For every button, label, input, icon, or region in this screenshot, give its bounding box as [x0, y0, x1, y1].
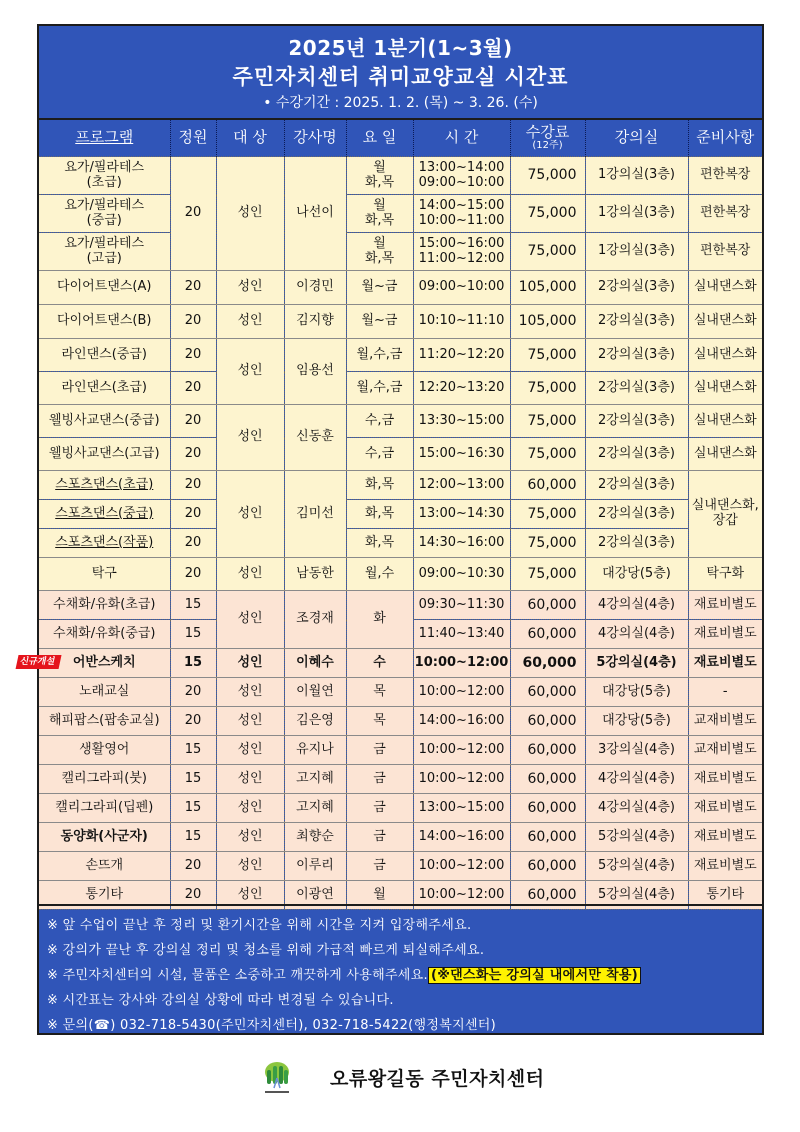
target-cell: 성인 — [216, 405, 284, 471]
room-cell: 4강의실(4층) — [585, 620, 688, 649]
time-cell: 13:00~14:30 — [413, 500, 510, 529]
fee-cell: 75,000 — [510, 157, 585, 195]
fee-cell: 75,000 — [510, 233, 585, 271]
prep-cell: 재료비별도 — [688, 765, 762, 794]
program-cell: 웰빙사교댄스(중급) — [39, 405, 170, 438]
table-row — [39, 233, 762, 271]
time-cell: 10:00~12:00 — [413, 736, 510, 765]
prep-cell: 재료비별도 — [688, 591, 762, 620]
title-block — [39, 26, 762, 118]
fee-cell: 60,000 — [510, 471, 585, 500]
capacity-cell: 20 — [170, 881, 216, 910]
capacity-cell: 15 — [170, 794, 216, 823]
time-cell: 14:00~16:00 — [413, 707, 510, 736]
capacity-cell: 20 — [170, 529, 216, 558]
fee-cell: 60,000 — [510, 678, 585, 707]
capacity-cell: 20 — [170, 372, 216, 405]
room-cell: 2강의실(3층) — [585, 305, 688, 339]
days-cell: 월,수,금 — [346, 339, 413, 372]
program-cell: 스포츠댄스(작품) — [39, 529, 170, 558]
room-cell: 1강의실(3층) — [585, 233, 688, 271]
target-cell: 성인 — [216, 736, 284, 765]
table-row — [39, 339, 762, 372]
days-cell: 화 — [346, 591, 413, 649]
fee-cell: 60,000 — [510, 794, 585, 823]
time-cell: 10:00~12:00 — [413, 649, 510, 678]
room-cell: 2강의실(3층) — [585, 271, 688, 305]
program-cell: 라인댄스(중급) — [39, 339, 170, 372]
target-cell: 성인 — [216, 591, 284, 649]
room-cell: 2강의실(3층) — [585, 529, 688, 558]
fee-cell: 75,000 — [510, 339, 585, 372]
table-row — [39, 736, 762, 765]
note-item: ※ 앞 수업이 끝난 후 정리 및 환기시간을 위해 시간을 지켜 입장해주세요. — [47, 918, 472, 933]
prep-cell: 실내댄스화 — [688, 372, 762, 405]
table-row — [39, 157, 762, 195]
instructor-cell: 이경민 — [284, 271, 346, 305]
table-row — [39, 678, 762, 707]
dance-shoe-highlight: (※댄스화는 강의실 내에서만 착용) — [428, 967, 641, 984]
program-cell: 다이어트댄스(B) — [39, 305, 170, 339]
note-item: ※ 주민자치센터의 시설, 물품은 소중하고 깨끗하게 사용해주세요. (※댄스화는 강의실 내에서만 착용) — [47, 964, 641, 983]
room-cell: 4강의실(4층) — [585, 765, 688, 794]
table-row — [39, 823, 762, 852]
organization-name: 오류왕길동 주민자치센터 — [330, 1068, 545, 1090]
fee-cell: 60,000 — [510, 649, 585, 678]
table-row — [39, 195, 762, 233]
target-cell: 성인 — [216, 823, 284, 852]
instructor-cell: 이광연 — [284, 881, 346, 910]
days-cell: 월~금 — [346, 305, 413, 339]
target-cell: 성인 — [216, 707, 284, 736]
capacity-cell: 20 — [170, 707, 216, 736]
instructor-cell: 김미선 — [284, 471, 346, 558]
prep-cell: 실내댄스화 — [688, 305, 762, 339]
room-cell: 5강의실(4층) — [585, 881, 688, 910]
program-cell: 통기타 — [39, 881, 170, 910]
schedule-table — [18, 120, 762, 910]
instructor-cell: 최향순 — [284, 823, 346, 852]
room-cell: 5강의실(4층) — [585, 852, 688, 881]
prep-cell: 탁구화 — [688, 558, 762, 591]
time-cell: 09:00~10:30 — [413, 558, 510, 591]
days-cell: 월 화,목 — [346, 195, 413, 233]
days-cell: 금 — [346, 794, 413, 823]
fee-cell: 75,000 — [510, 500, 585, 529]
fee-cell: 105,000 — [510, 305, 585, 339]
time-cell: 14:30~16:00 — [413, 529, 510, 558]
prep-cell: 실내댄스화 — [688, 339, 762, 372]
target-cell: 성인 — [216, 794, 284, 823]
days-cell: 목 — [346, 678, 413, 707]
capacity-cell: 20 — [170, 305, 216, 339]
fee-cell: 75,000 — [510, 405, 585, 438]
time-cell: 13:00~14:00 09:00~10:00 — [413, 157, 510, 195]
instructor-cell: 임용선 — [284, 339, 346, 405]
instructor-cell: 유지나 — [284, 736, 346, 765]
table-row — [39, 852, 762, 881]
col-time: 시 간 — [413, 120, 510, 157]
room-cell: 4강의실(4층) — [585, 591, 688, 620]
days-cell: 월 화,목 — [346, 233, 413, 271]
fee-cell: 60,000 — [510, 852, 585, 881]
fee-cell: 60,000 — [510, 707, 585, 736]
col-fee-sub: (12주) — [532, 139, 563, 151]
program-cell: 수채화/유화(초급) — [39, 591, 170, 620]
time-cell: 09:30~11:30 — [413, 591, 510, 620]
col-room: 강의실 — [585, 120, 688, 157]
program-cell: 노래교실 — [39, 678, 170, 707]
target-cell: 성인 — [216, 765, 284, 794]
days-cell: 화,목 — [346, 529, 413, 558]
time-cell: 15:00~16:30 — [413, 438, 510, 471]
prep-cell: 실내댄스화, 장갑 — [688, 471, 762, 558]
days-cell: 월,수 — [346, 558, 413, 591]
days-cell: 금 — [346, 823, 413, 852]
fee-cell: 75,000 — [510, 372, 585, 405]
capacity-cell: 20 — [170, 405, 216, 438]
room-cell: 2강의실(3층) — [585, 372, 688, 405]
room-cell: 2강의실(3층) — [585, 471, 688, 500]
time-cell: 10:00~12:00 — [413, 765, 510, 794]
target-cell: 성인 — [216, 271, 284, 305]
time-cell: 10:00~12:00 — [413, 881, 510, 910]
target-cell: 성인 — [216, 881, 284, 910]
target-cell: 성인 — [216, 678, 284, 707]
prep-cell: 재료비별도 — [688, 649, 762, 678]
target-cell: 성인 — [216, 852, 284, 881]
capacity-cell: 20 — [170, 558, 216, 591]
prep-cell: 편한복장 — [688, 157, 762, 195]
room-cell: 2강의실(3층) — [585, 438, 688, 471]
capacity-cell: 20 — [170, 852, 216, 881]
days-cell: 금 — [346, 736, 413, 765]
days-cell: 화,목 — [346, 500, 413, 529]
prep-cell: 재료비별도 — [688, 823, 762, 852]
days-cell: 금 — [346, 852, 413, 881]
capacity-cell: 15 — [170, 736, 216, 765]
prep-cell: 통기타 — [688, 881, 762, 910]
fee-cell: 75,000 — [510, 438, 585, 471]
prep-cell: 편한복장 — [688, 233, 762, 271]
program-cell: 라인댄스(초급) — [39, 372, 170, 405]
program-cell: 요가/필라테스 (초급) — [39, 157, 170, 195]
time-cell: 11:40~13:40 — [413, 620, 510, 649]
prep-cell: - — [688, 678, 762, 707]
program-cell: 캘리그라피(딥펜) — [39, 794, 170, 823]
table-row — [39, 438, 762, 471]
room-cell: 5강의실(4층) — [585, 649, 688, 678]
fee-cell: 75,000 — [510, 529, 585, 558]
col-fee-label: 수강료 — [525, 122, 570, 141]
prep-cell: 교재비별도 — [688, 707, 762, 736]
notes-section — [39, 904, 762, 1037]
target-cell: 성인 — [216, 339, 284, 405]
capacity-cell: 15 — [170, 620, 216, 649]
capacity-cell: 15 — [170, 765, 216, 794]
days-cell: 월,수,금 — [346, 372, 413, 405]
program-cell: 요가/필라테스 (중급) — [39, 195, 170, 233]
footer — [0, 1058, 800, 1098]
instructor-cell: 이루리 — [284, 852, 346, 881]
time-cell: 10:10~11:10 — [413, 305, 510, 339]
room-cell: 대강당(5층) — [585, 678, 688, 707]
room-cell: 3강의실(4층) — [585, 736, 688, 765]
table-row — [39, 794, 762, 823]
capacity-cell: 15 — [170, 591, 216, 620]
program-cell: 수채화/유화(중급) — [39, 620, 170, 649]
capacity-cell: 20 — [170, 500, 216, 529]
timetable-frame — [18, 24, 764, 1035]
program-cell: 요가/필라테스 (고급) — [39, 233, 170, 271]
capacity-cell: 15 — [170, 649, 216, 678]
program-cell: 손뜨개 — [39, 852, 170, 881]
capacity-cell: 15 — [170, 823, 216, 852]
capacity-cell: 20 — [170, 157, 216, 271]
instructor-cell: 신동훈 — [284, 405, 346, 471]
enrollment-period: • 수강기간 : 2025. 1. 2. (목) ~ 3. 26. (수) — [263, 95, 538, 111]
fee-cell: 60,000 — [510, 620, 585, 649]
program-cell: 동양화(사군자) — [39, 823, 170, 852]
fee-cell: 75,000 — [510, 195, 585, 233]
room-cell: 2강의실(3층) — [585, 500, 688, 529]
table-row — [39, 765, 762, 794]
time-cell: 13:00~15:00 — [413, 794, 510, 823]
instructor-cell: 고지혜 — [284, 765, 346, 794]
table-row — [39, 271, 762, 305]
days-cell: 수,금 — [346, 438, 413, 471]
capacity-cell: 20 — [170, 339, 216, 372]
fee-cell: 105,000 — [510, 271, 585, 305]
col-fee — [510, 120, 585, 157]
prep-cell: 실내댄스화 — [688, 438, 762, 471]
prep-cell: 편한복장 — [688, 195, 762, 233]
room-cell: 5강의실(4층) — [585, 823, 688, 852]
program-cell: 생활영어 — [39, 736, 170, 765]
program-cell: 웰빙사교댄스(고급) — [39, 438, 170, 471]
room-cell: 2강의실(3층) — [585, 405, 688, 438]
table-row — [39, 405, 762, 438]
contact-note: ※ 문의(☎) 032-718-5430(주민자치센터), 032-718-5422(행정복지센터) — [47, 1018, 497, 1033]
room-cell: 대강당(5층) — [585, 707, 688, 736]
time-cell: 09:00~10:00 — [413, 271, 510, 305]
table-row — [39, 500, 762, 529]
table-row — [39, 591, 762, 620]
title-quarter: 2025년 1분기(1~3월) — [288, 36, 513, 60]
program-cell: 탁구 — [39, 558, 170, 591]
fee-cell: 60,000 — [510, 765, 585, 794]
col-target: 대 상 — [216, 120, 284, 157]
col-program: 프로그램 — [39, 120, 170, 157]
tree-logo-icon — [262, 1060, 292, 1098]
prep-cell: 재료비별도 — [688, 794, 762, 823]
note-item: ※ 강의가 끝난 후 강의실 정리 및 청소를 위해 가급적 빠르게 퇴실해주세요. — [47, 943, 485, 958]
table-row — [39, 707, 762, 736]
instructor-cell: 이혜수 — [284, 649, 346, 678]
table-row — [39, 649, 762, 678]
program-cell: 신규개설 어반스케치 — [39, 649, 170, 678]
instructor-cell: 김은영 — [284, 707, 346, 736]
note-item: ※ 시간표는 강사와 강의실 상황에 따라 변경될 수 있습니다. — [47, 993, 394, 1008]
table-row — [39, 372, 762, 405]
time-cell: 14:00~15:00 10:00~11:00 — [413, 195, 510, 233]
instructor-cell: 남동한 — [284, 558, 346, 591]
days-cell: 수,금 — [346, 405, 413, 438]
target-cell: 성인 — [216, 157, 284, 271]
time-cell: 10:00~12:00 — [413, 852, 510, 881]
time-cell: 11:20~12:20 — [413, 339, 510, 372]
time-cell: 13:30~15:00 — [413, 405, 510, 438]
prep-cell: 재료비별도 — [688, 852, 762, 881]
fee-cell: 60,000 — [510, 823, 585, 852]
target-cell: 성인 — [216, 558, 284, 591]
prep-cell: 실내댄스화 — [688, 405, 762, 438]
instructor-cell: 조경재 — [284, 591, 346, 649]
room-cell: 2강의실(3층) — [585, 339, 688, 372]
time-cell: 14:00~16:00 — [413, 823, 510, 852]
prep-cell: 재료비별도 — [688, 620, 762, 649]
instructor-cell: 고지혜 — [284, 794, 346, 823]
prep-cell: 교재비별도 — [688, 736, 762, 765]
table-row — [39, 558, 762, 591]
table-row — [39, 471, 762, 500]
time-cell: 15:00~16:00 11:00~12:00 — [413, 233, 510, 271]
program-cell: 다이어트댄스(A) — [39, 271, 170, 305]
target-cell: 성인 — [216, 649, 284, 678]
page-title: 주민자치센터 취미교양교실 시간표 — [232, 65, 569, 89]
capacity-cell: 20 — [170, 471, 216, 500]
fee-cell: 60,000 — [510, 881, 585, 910]
time-cell: 10:00~12:00 — [413, 678, 510, 707]
col-capacity: 정원 — [170, 120, 216, 157]
table-row — [39, 529, 762, 558]
instructor-cell: 나선이 — [284, 157, 346, 271]
new-badge: 신규개설 — [15, 655, 61, 669]
col-instructor: 강사명 — [284, 120, 346, 157]
days-cell: 목 — [346, 707, 413, 736]
capacity-cell: 20 — [170, 438, 216, 471]
program-cell: 스포츠댄스(중급) — [39, 500, 170, 529]
days-cell: 화,목 — [346, 471, 413, 500]
room-cell: 1강의실(3층) — [585, 195, 688, 233]
instructor-cell: 김지향 — [284, 305, 346, 339]
col-prep: 준비사항 — [688, 120, 762, 157]
table-header — [39, 120, 762, 157]
fee-cell: 60,000 — [510, 736, 585, 765]
room-cell: 대강당(5층) — [585, 558, 688, 591]
room-cell: 4강의실(4층) — [585, 794, 688, 823]
col-days: 요 일 — [346, 120, 413, 157]
target-cell: 성인 — [216, 471, 284, 558]
days-cell: 월~금 — [346, 271, 413, 305]
capacity-cell: 20 — [170, 678, 216, 707]
instructor-cell: 이월연 — [284, 678, 346, 707]
program-cell: 캘리그라피(붓) — [39, 765, 170, 794]
capacity-cell: 20 — [170, 271, 216, 305]
days-cell: 월 — [346, 881, 413, 910]
program-cell: 스포츠댄스(초급) — [39, 471, 170, 500]
time-cell: 12:00~13:00 — [413, 471, 510, 500]
prep-cell: 실내댄스화 — [688, 271, 762, 305]
room-cell: 1강의실(3층) — [585, 157, 688, 195]
days-cell: 월 화,목 — [346, 157, 413, 195]
fee-cell: 60,000 — [510, 591, 585, 620]
program-cell: 해피팝스(팝송교실) — [39, 707, 170, 736]
target-cell: 성인 — [216, 305, 284, 339]
days-cell: 수 — [346, 649, 413, 678]
days-cell: 금 — [346, 765, 413, 794]
fee-cell: 75,000 — [510, 558, 585, 591]
time-cell: 12:20~13:20 — [413, 372, 510, 405]
table-row — [39, 305, 762, 339]
